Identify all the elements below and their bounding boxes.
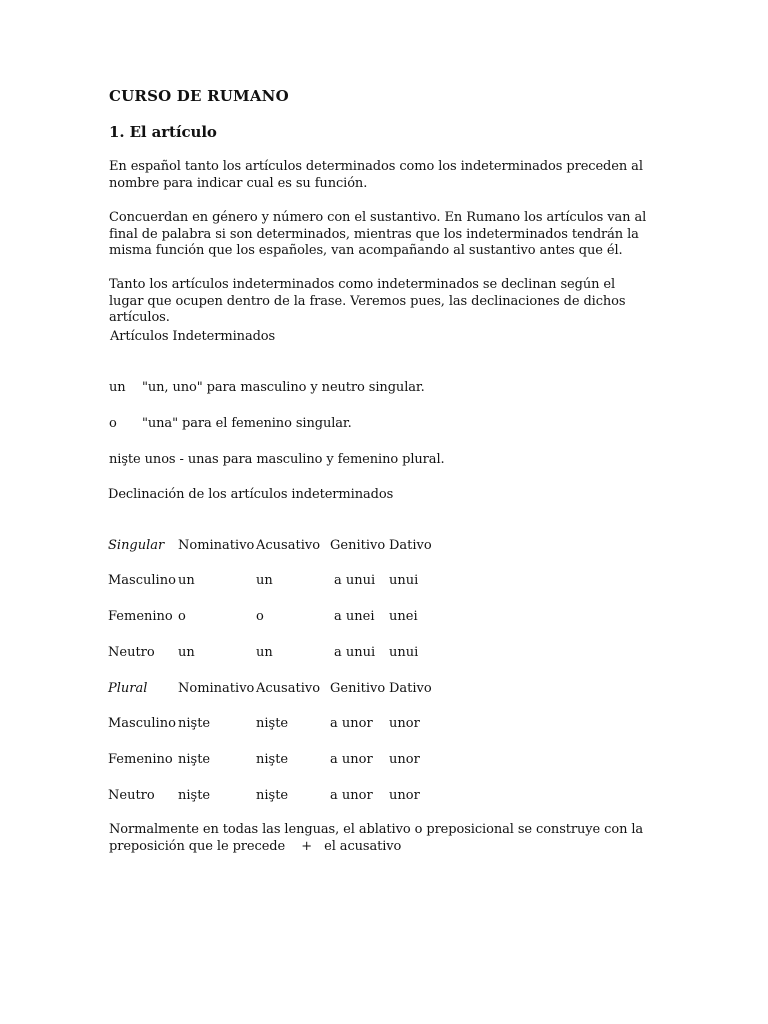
article-line-plural: nişte unos - unas para masculino y femenino plural. (109, 452, 445, 467)
table-cell: a unei (334, 609, 375, 624)
article-description: "una" para el femenino singular. (142, 416, 352, 431)
table-cell: a unor (330, 788, 373, 803)
row-label: Neutro (108, 788, 155, 803)
table-cell: nişte (256, 788, 289, 803)
table-cell: o (256, 609, 264, 624)
table-cell: nişte (256, 752, 289, 767)
table-cell: unui (389, 645, 419, 660)
table-cell: a unor (330, 716, 373, 731)
row-label: Femenino (108, 752, 173, 767)
column-header: Dativo (389, 538, 432, 553)
row-label: Neutro (108, 645, 155, 660)
table-label-plural: Plural (108, 681, 148, 696)
table-cell: nişte (178, 788, 211, 803)
row-label: Masculino (108, 716, 176, 731)
table-cell: un (256, 645, 273, 660)
column-header: Dativo (389, 681, 432, 696)
column-header: Nominativo (178, 538, 255, 553)
table-cell: nişte (256, 716, 289, 731)
table-cell: nişte (178, 716, 211, 731)
table-cell: o (178, 609, 186, 624)
subheading-declinacion: Declinación de los artículos indeterminados (108, 487, 394, 502)
table-cell: unor (389, 752, 420, 767)
section-heading: 1. El artículo (109, 123, 217, 141)
table-cell: unor (389, 716, 420, 731)
row-label: Masculino (108, 573, 176, 588)
paragraph-intro: En español tanto los artículos determinados como los indeterminados preceden al nombre para indicar cual es su función. (109, 159, 643, 191)
row-label: Femenino (108, 609, 173, 624)
paragraph-agreement: Concuerdan en género y número con el sustantivo. En Rumano los artículos van al final de palabra si son determinados, mientras que los indeterminados tendrán la misma función que los españoles, van acompañando al sustantivo antes que él. (109, 210, 647, 258)
column-header: Nominativo (178, 681, 255, 696)
article-term: o (109, 416, 117, 431)
column-header: Acusativo (256, 538, 321, 553)
article-description: "un, uno" para masculino y neutro singular. (142, 380, 425, 395)
table-cell: a unui (334, 573, 376, 588)
paragraph-declension: Tanto los artículos indeterminados como indeterminados se declinan según el lugar que ocupen dentro de la frase. Veremos pues, las declinaciones de dichos artículos. (109, 277, 626, 325)
table-cell: un (178, 645, 195, 660)
column-header: Genitivo (330, 681, 386, 696)
paragraph-ablativo: Normalmente en todas las lenguas, el ablativo o preposicional se construye con la preposición que le precede + el acusativo (109, 822, 648, 854)
table-cell: unei (389, 609, 418, 624)
table-cell: a unor (330, 752, 373, 767)
document-title: CURSO DE RUMANO (109, 87, 289, 105)
table-cell: un (256, 573, 273, 588)
table-cell: nişte (178, 752, 211, 767)
column-header: Acusativo (256, 681, 321, 696)
article-term: un (109, 380, 126, 395)
table-cell: unui (389, 573, 419, 588)
table-label-singular: Singular (108, 538, 165, 553)
table-cell: unor (389, 788, 420, 803)
table-cell: a unui (334, 645, 376, 660)
table-cell: un (178, 573, 195, 588)
column-header: Genitivo (330, 538, 386, 553)
subheading-indeterminados: Artículos Indeterminados (110, 329, 276, 344)
